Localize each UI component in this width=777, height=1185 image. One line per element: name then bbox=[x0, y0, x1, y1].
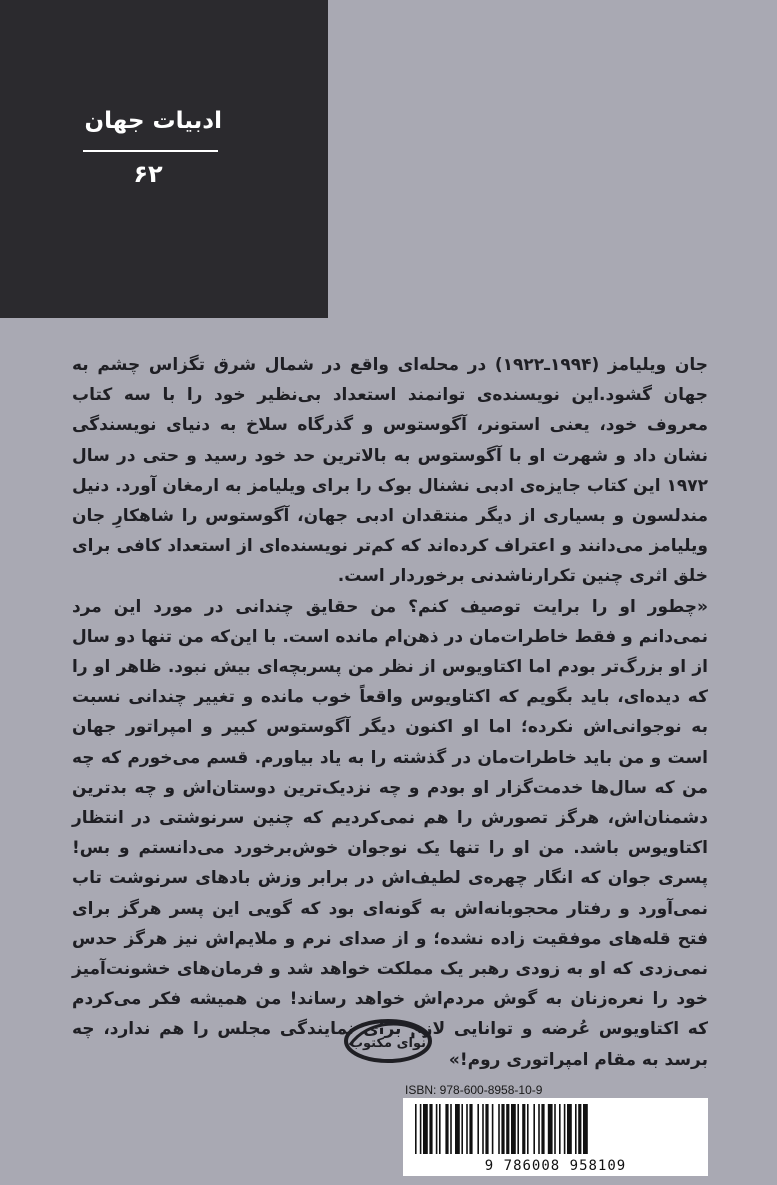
publisher-logo bbox=[338, 1005, 438, 1069]
barcode-bar bbox=[436, 1104, 438, 1154]
barcode-bar bbox=[450, 1104, 452, 1154]
barcode-bar bbox=[415, 1104, 417, 1154]
barcode-bar bbox=[554, 1104, 556, 1154]
author-bio-paragraph: جان ویلیامز (۱۹۹۴ـ۱۹۲۲) در محله‌ای واقع در شمال شرق تگزاس چشم به جهان گشود.این نویسنده‌ی توانمند استعداد بی‌نظیر خود را با سه کتاب معروف خود، یعنی استونر، آگوستوس و گذرگاه سلاخ به دنیای نویسندگی نشان داد و شهرت او با آگوستوس به بالاترین حد خود رسید و حتی در سال ۱۹۷۲ این کتاب جایزه‌ی ادبی نشنال بوک را برای ویلیامز به ارمغان آورد. دنیل مندلسون و بسیاری از دیگر منتقدان ادبی جهان، آگوستوس را شاهکارِ جان ویلیامز می‌دانند و اعتراف کرده‌اند که کم‌تر نویسنده‌ای از استعداد کافی برای خلق اثری چنین تکرارناشدنی برخوردار است. bbox=[71, 355, 708, 587]
barcode-bar bbox=[564, 1104, 566, 1154]
barcode-bar bbox=[445, 1104, 448, 1154]
barcode-bar bbox=[583, 1104, 588, 1154]
barcode-bar bbox=[420, 1104, 422, 1154]
barcode-bar bbox=[466, 1104, 468, 1154]
barcode-bars bbox=[403, 1098, 708, 1158]
series-divider bbox=[83, 150, 218, 152]
quote-paragraph: «چطور او را برایت توصیف کنم؟ من حقایق چندانی در مورد این مرد نمی‌دانم و فقط خاطرات‌مان در ذهن‌ام مانده است. با این‌که من تنها دو سال از او بزرگ‌تر بودم اما اکتاویوس از نظر من پسربچه‌ای بیش نبود. ظاهر او را که دیده‌ای، باید بگویم که اکتاویوس واقعاً خوب مانده و تغییر چندانی نسبت به نوجوانی‌اش نکرده؛ اما او اکنون دیگر آگوستوس کبیر و امپراتور جهان است و من باید خاطرات‌مان در گذشته را به یاد بیاورم. قسم می‌خورم که چه من که سال‌ها خدمت‌گزار او بودم و چه نزدیک‌ترین دوستان‌اش و چه بدترین دشمنان‌اش، هرگز تصورش را هم نمی‌کردیم که چنین سرنوشتی در انتظار اکتاویوس باشد. من او را تنها یک نوجوان خوش‌برخورد می‌دانستم و بس! پسری جوان که انگار چهره‌ی لطیف‌اش در برابر وزش بادهای سرنوشت تاب نمی‌آورد و رفتار محجوبانه‌اش به گونه‌ای بود که گویی این پسر هرگز برای فتح قله‌های موفقیت زاده نشده؛ و از صدای نرم و ملایم‌اش نیز هرگز حدس نمی‌زدی که او به زودی رهبر یک مملکت خواهد شد و فرمان‌های خشونت‌آمیز خود را نعره‌زنان به گوش مردم‌اش خواهد رساند! من همیشه فکر می‌کردم که اکتاویوس عُرضه و توانایی لازم برای نمایندگی مجلس را هم ندارد، چه برسد به مقام امپراتوری روم!» bbox=[72, 596, 708, 1070]
barcode-bar bbox=[533, 1104, 535, 1154]
isbn-label: ISBN: 978-600-8958-10-9 bbox=[405, 1083, 543, 1097]
barcode-bar bbox=[506, 1104, 509, 1154]
barcode-bar bbox=[423, 1104, 428, 1154]
series-number: ۶۲ bbox=[133, 160, 163, 188]
barcode-bar bbox=[567, 1104, 572, 1154]
barcode-bar bbox=[559, 1104, 561, 1154]
barcode-bar bbox=[485, 1104, 488, 1154]
barcode-bar bbox=[511, 1104, 516, 1154]
back-cover-blurb bbox=[72, 350, 708, 1075]
barcode-bar bbox=[429, 1104, 432, 1154]
series-title: ادبیات جهان bbox=[84, 108, 222, 134]
barcode-bar bbox=[527, 1104, 529, 1154]
barcode bbox=[403, 1098, 708, 1176]
barcode-bar bbox=[538, 1104, 540, 1154]
barcode-bar bbox=[461, 1104, 463, 1154]
barcode-bar bbox=[439, 1104, 441, 1154]
barcode-bar bbox=[501, 1104, 504, 1154]
series-box bbox=[0, 0, 328, 318]
barcode-digits: 9 786008 958109 bbox=[484, 1158, 627, 1174]
barcode-bar bbox=[578, 1104, 581, 1154]
barcode-bar bbox=[517, 1104, 519, 1154]
barcode-bar bbox=[482, 1104, 484, 1154]
barcode-bar bbox=[477, 1104, 479, 1154]
barcode-bar bbox=[492, 1104, 494, 1154]
barcode-bar bbox=[575, 1104, 577, 1154]
publisher-logo-text: نوای مکتوب bbox=[349, 1036, 427, 1051]
barcode-bar bbox=[455, 1104, 460, 1154]
barcode-bar bbox=[469, 1104, 472, 1154]
barcode-bar bbox=[498, 1104, 500, 1154]
barcode-bar bbox=[548, 1104, 553, 1154]
barcode-bar bbox=[541, 1104, 544, 1154]
swirl-ring-logo-icon bbox=[338, 1005, 438, 1069]
barcode-bar bbox=[522, 1104, 525, 1154]
